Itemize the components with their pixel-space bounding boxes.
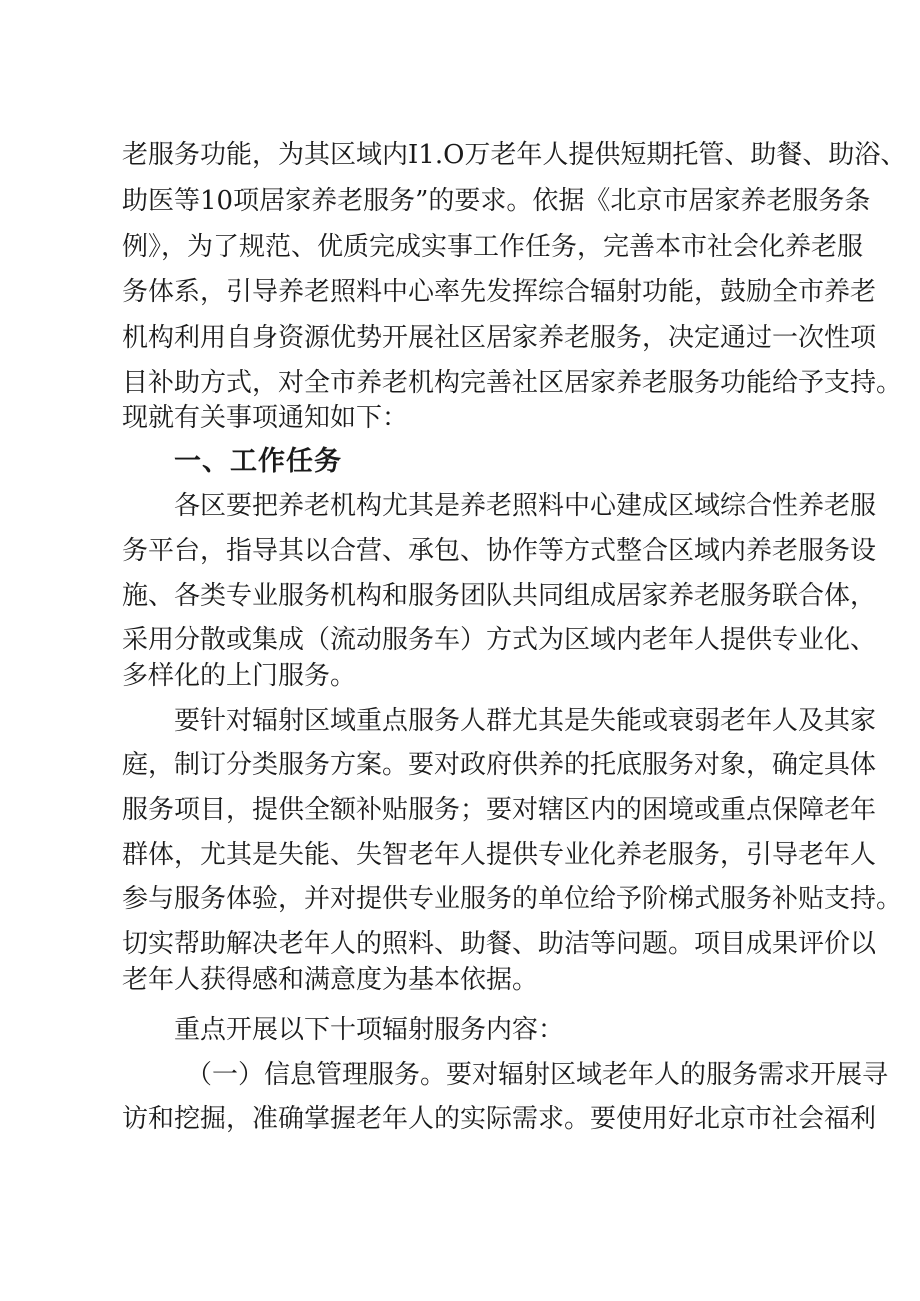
- intro-line-3: 例》，为了规范、优质完成实事工作任务，完善本市社会化养老服: [122, 232, 864, 262]
- para1-line-5: 多样化的上门服务。: [122, 661, 357, 691]
- para4-line-1: （一）信息管理服务。要对辐射区域老年人的服务需求开展寻: [186, 1060, 889, 1090]
- para2-line-6: 切实帮助解决老年人的照料、助餐、助洁等问题。项目成果评价以: [122, 929, 877, 959]
- intro-line-7: 现就有关事项通知如下：: [122, 403, 409, 433]
- para1-line-2: 务平台，指导其以合营、承包、协作等方式整合区域内养老服务设: [122, 536, 877, 566]
- para2-line-2: 庭，制订分类服务方案。要对政府供养的托底服务对象，确定具体: [122, 750, 877, 780]
- intro-line-6: 目补助方式，对全市养老机构完善社区居家养老服务功能给予支持。: [122, 368, 903, 398]
- para4-line-2: 访和挖掘，准确掌握老年人的实际需求。要使用好北京市社会福利: [122, 1104, 877, 1134]
- para2-line-4: 群体，尤其是失能、失智老年人提供专业化养老服务，引导老年人: [122, 840, 877, 870]
- intro-line-4: 务体系，引导养老照料中心率先发挥综合辐射功能，鼓励全市养老: [122, 277, 877, 307]
- intro-line-5: 机构利用自身资源优势开展社区居家养老服务，决定通过一次性项: [122, 323, 877, 353]
- section-heading: 一、工作任务: [174, 446, 342, 477]
- intro-line-1: 老服务功能，为其区域内I1.O万老年人提供短期托管、助餐、助浴、: [122, 140, 907, 170]
- para2-line-3: 服务项目，提供全额补贴服务；要对辖区内的困境或重点保障老年: [122, 795, 877, 825]
- para1-line-4: 采用分散或集成（流动服务车）方式为区域内老年人提供专业化、: [122, 625, 877, 655]
- para2-line-5: 参与服务体验，并对提供专业服务的单位给予阶梯式服务补贴支持。: [122, 884, 903, 914]
- para2-line-1: 要针对辐射区域重点服务人群尤其是失能或衰弱老年人及其家: [174, 706, 877, 736]
- para2-line-7: 老年人获得感和满意度为基本依据。: [122, 965, 539, 995]
- intro-line-2: 助医等10项居家养老服务”的要求。依据《北京市居家养老服务条: [122, 186, 871, 216]
- para1-line-1: 各区要把养老机构尤其是养老照料中心建成区域综合性养老服: [174, 491, 877, 521]
- para1-line-3: 施、各类专业服务机构和服务团队共同组成居家养老服务联合体，: [122, 581, 877, 611]
- para3-line-1: 重点开展以下十项辐射服务内容：: [174, 1015, 565, 1045]
